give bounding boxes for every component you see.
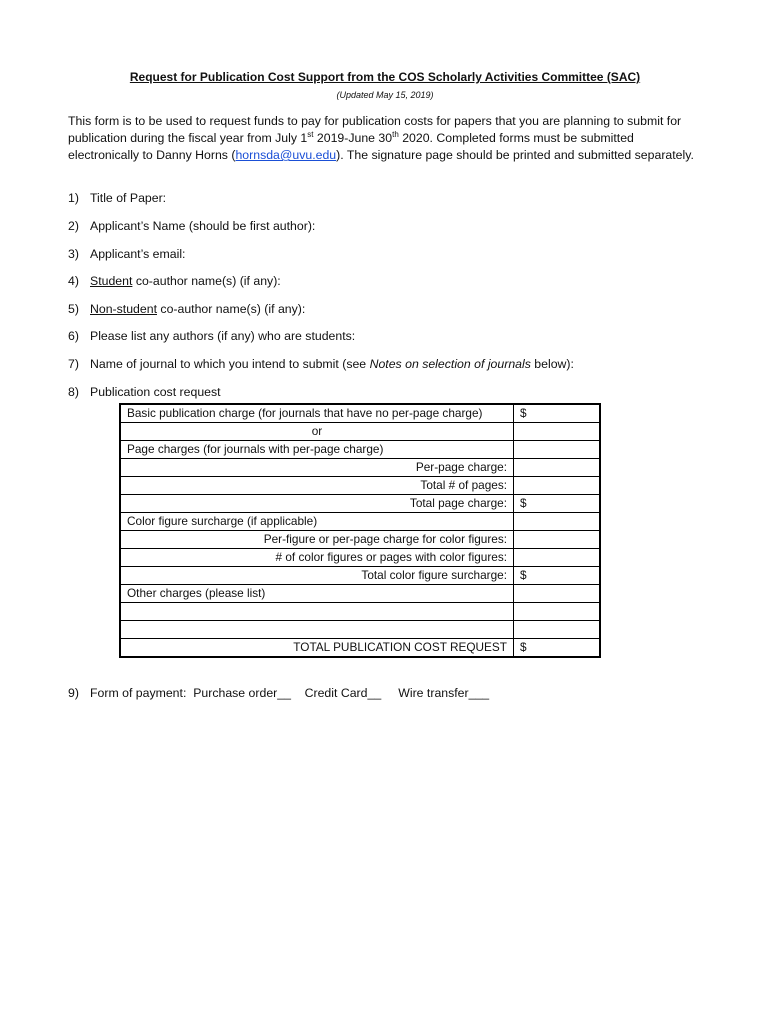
table-row bbox=[120, 549, 600, 567]
table-row bbox=[120, 567, 600, 585]
table-row bbox=[120, 639, 600, 658]
table-row bbox=[120, 404, 600, 423]
total-request-label: TOTAL PUBLICATION COST REQUEST bbox=[120, 639, 514, 658]
total-request-field[interactable]: $ bbox=[514, 639, 601, 658]
table-row bbox=[120, 441, 600, 459]
other-charges-label: Other charges (please list) bbox=[120, 585, 514, 603]
item-student-authors: 6) Please list any authors (if any) who are students: bbox=[68, 329, 356, 343]
item-form-of-payment: 9) Form of payment: Purchase order__ Credit Card__ Wire transfer___ bbox=[68, 686, 490, 700]
item-cost-request: 8) Publication cost request bbox=[68, 385, 221, 399]
item-applicant-name: 2) Applicant’s Name (should be first author): bbox=[68, 219, 316, 233]
total-page-charge-label: Total page charge: bbox=[120, 495, 514, 513]
item-student-coauthors: 4) Student co-author name(s) (if any): bbox=[68, 274, 281, 288]
item-title-of-paper: 1) Title of Paper: bbox=[68, 191, 167, 205]
table-row bbox=[120, 495, 600, 513]
empty-cell bbox=[514, 441, 601, 459]
total-pages-field[interactable] bbox=[514, 477, 601, 495]
intro-sup: st bbox=[307, 129, 314, 139]
other-charges-field[interactable] bbox=[514, 585, 601, 603]
num-color-figures-field[interactable] bbox=[514, 549, 601, 567]
intro-text: 2020. Completed forms must be submitted electronically to Danny Horns ( bbox=[68, 131, 634, 162]
or-label: or bbox=[120, 423, 514, 441]
table-row bbox=[120, 477, 600, 495]
other-charges-amount[interactable] bbox=[514, 603, 601, 621]
table-row bbox=[120, 603, 600, 621]
updated-date: (Updated May 15, 2019) bbox=[336, 90, 434, 100]
item-nonstudent-coauthors: 5) Non-student co-author name(s) (if any): bbox=[68, 302, 306, 316]
basic-charge-label: Basic publication charge (for journals that have no per-page charge) bbox=[120, 404, 514, 423]
per-figure-charge-field[interactable] bbox=[514, 531, 601, 549]
cost-table bbox=[119, 403, 601, 658]
empty-cell bbox=[514, 423, 601, 441]
color-surcharge-label: Color figure surcharge (if applicable) bbox=[120, 513, 514, 531]
total-color-surcharge-label: Total color figure surcharge: bbox=[120, 567, 514, 585]
table-row bbox=[120, 423, 600, 441]
other-charges-line[interactable] bbox=[120, 621, 514, 639]
num-color-figures-label: # of color figures or pages with color figures: bbox=[120, 549, 514, 567]
per-page-charge-label: Per-page charge: bbox=[120, 459, 514, 477]
intro-text: 2019-June 30 bbox=[313, 131, 393, 145]
intro-text: This form is to be used to request funds to pay for publication costs for papers that you are planning to submit for publication during the fiscal year from July 1 bbox=[68, 114, 682, 145]
email-link[interactable]: hornsda@uvu.edu bbox=[235, 148, 337, 162]
per-page-charge-field[interactable] bbox=[514, 459, 601, 477]
intro-paragraph bbox=[68, 113, 703, 164]
page-charges-label: Page charges (for journals with per-page charge) bbox=[120, 441, 514, 459]
table-row bbox=[120, 585, 600, 603]
item-applicant-email: 3) Applicant’s email: bbox=[68, 247, 186, 261]
table-row bbox=[120, 513, 600, 531]
other-charges-amount[interactable] bbox=[514, 621, 601, 639]
table-row bbox=[120, 459, 600, 477]
page-title: Request for Publication Cost Support from the COS Scholarly Activities Committee (SAC) bbox=[129, 70, 641, 84]
table-row bbox=[120, 531, 600, 549]
basic-charge-field[interactable]: $ bbox=[514, 404, 601, 423]
intro-text: ). The signature page should be printed and submitted separately. bbox=[336, 148, 694, 162]
other-charges-line[interactable] bbox=[120, 603, 514, 621]
intro-sup: th bbox=[392, 129, 399, 139]
total-page-charge-field[interactable]: $ bbox=[514, 495, 601, 513]
empty-cell bbox=[514, 513, 601, 531]
total-pages-label: Total # of pages: bbox=[120, 477, 514, 495]
table-row bbox=[120, 621, 600, 639]
item-journal-name: 7) Name of journal to which you intend to submit (see Notes on selection of journals below): bbox=[68, 357, 574, 371]
per-figure-charge-label: Per-figure or per-page charge for color figures: bbox=[120, 531, 514, 549]
total-color-surcharge-field[interactable]: $ bbox=[514, 567, 601, 585]
